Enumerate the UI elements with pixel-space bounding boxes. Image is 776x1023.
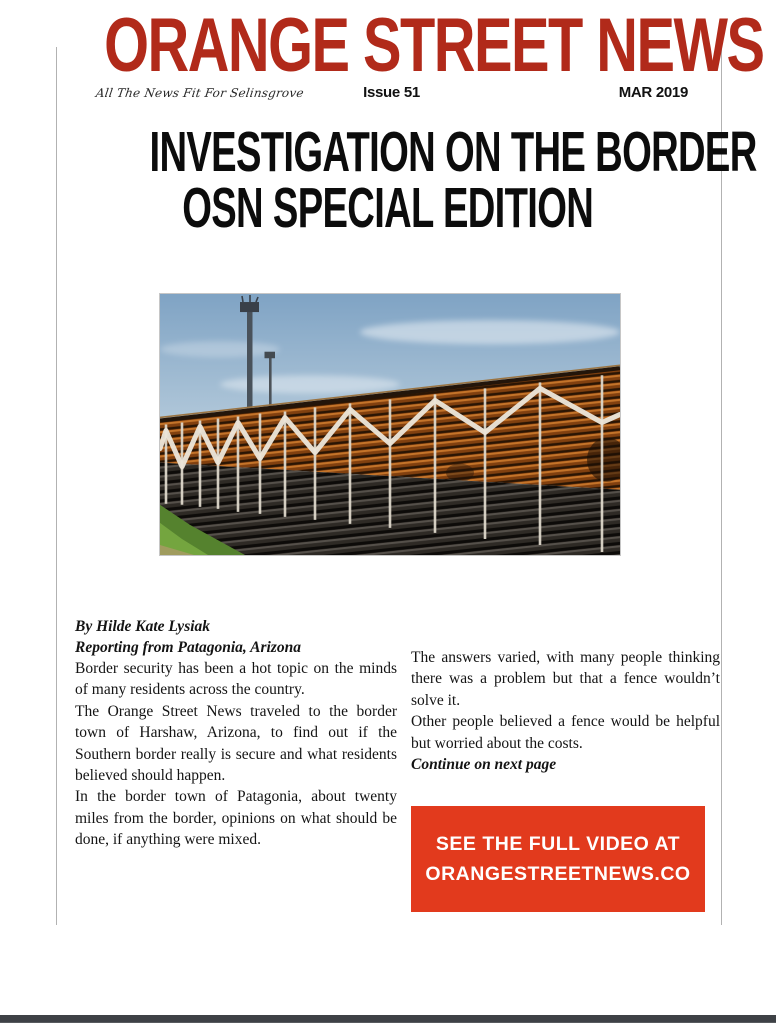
paragraph: Border security has been a hot topic on the minds of many residents across the country. <box>75 660 397 699</box>
masthead-tagline: All The News Fit For Selinsgrove <box>95 86 305 100</box>
border-wall-photo <box>159 293 621 556</box>
bottom-window-bar <box>0 1015 776 1023</box>
dateline: Reporting from Patagonia, Arizona <box>75 639 301 656</box>
headline-line1: INVESTIGATION ON THE BORDER <box>149 120 757 184</box>
border-wall-photo-graphic <box>160 294 620 555</box>
masthead-date: MAR 2019 <box>618 84 688 101</box>
masthead-title <box>0 4 776 88</box>
byline: By Hilde Kate Lysiak <box>75 618 211 635</box>
article-column-left <box>75 616 397 912</box>
paragraph: The Orange Street News traveled to the border town of Harshaw, Arizona, to find out if the Southern border really is secure and what residents believed should happen. <box>75 702 397 785</box>
masthead-row <box>95 84 688 101</box>
paragraph: Other people believed a fence would be helpful but worried about the costs. <box>411 713 720 752</box>
wall-shadow-mid <box>446 464 474 482</box>
paragraph: In the border town of Patagonia, about twenty miles from the border, opinions on what should be done, if anything were mixed. <box>75 788 397 849</box>
cta-video-banner[interactable] <box>411 806 705 912</box>
issue-number: Issue 51 <box>363 84 420 101</box>
headline-line2: OSN SPECIAL EDITION <box>182 176 594 240</box>
cta-line2: ORANGESTREETNEWS.CO <box>425 863 691 886</box>
cta-line1: SEE THE FULL VIDEO AT <box>435 833 681 856</box>
paragraph: The answers varied, with many people thinking there was a problem but that a fence wouldn’t solve it. <box>411 649 720 709</box>
article-column-right <box>411 616 720 912</box>
continue-note: Continue on next page <box>411 756 557 774</box>
headline <box>0 120 776 240</box>
article-body <box>75 616 720 912</box>
masthead-title-text: ORANGE STREET NEWS <box>104 3 764 88</box>
